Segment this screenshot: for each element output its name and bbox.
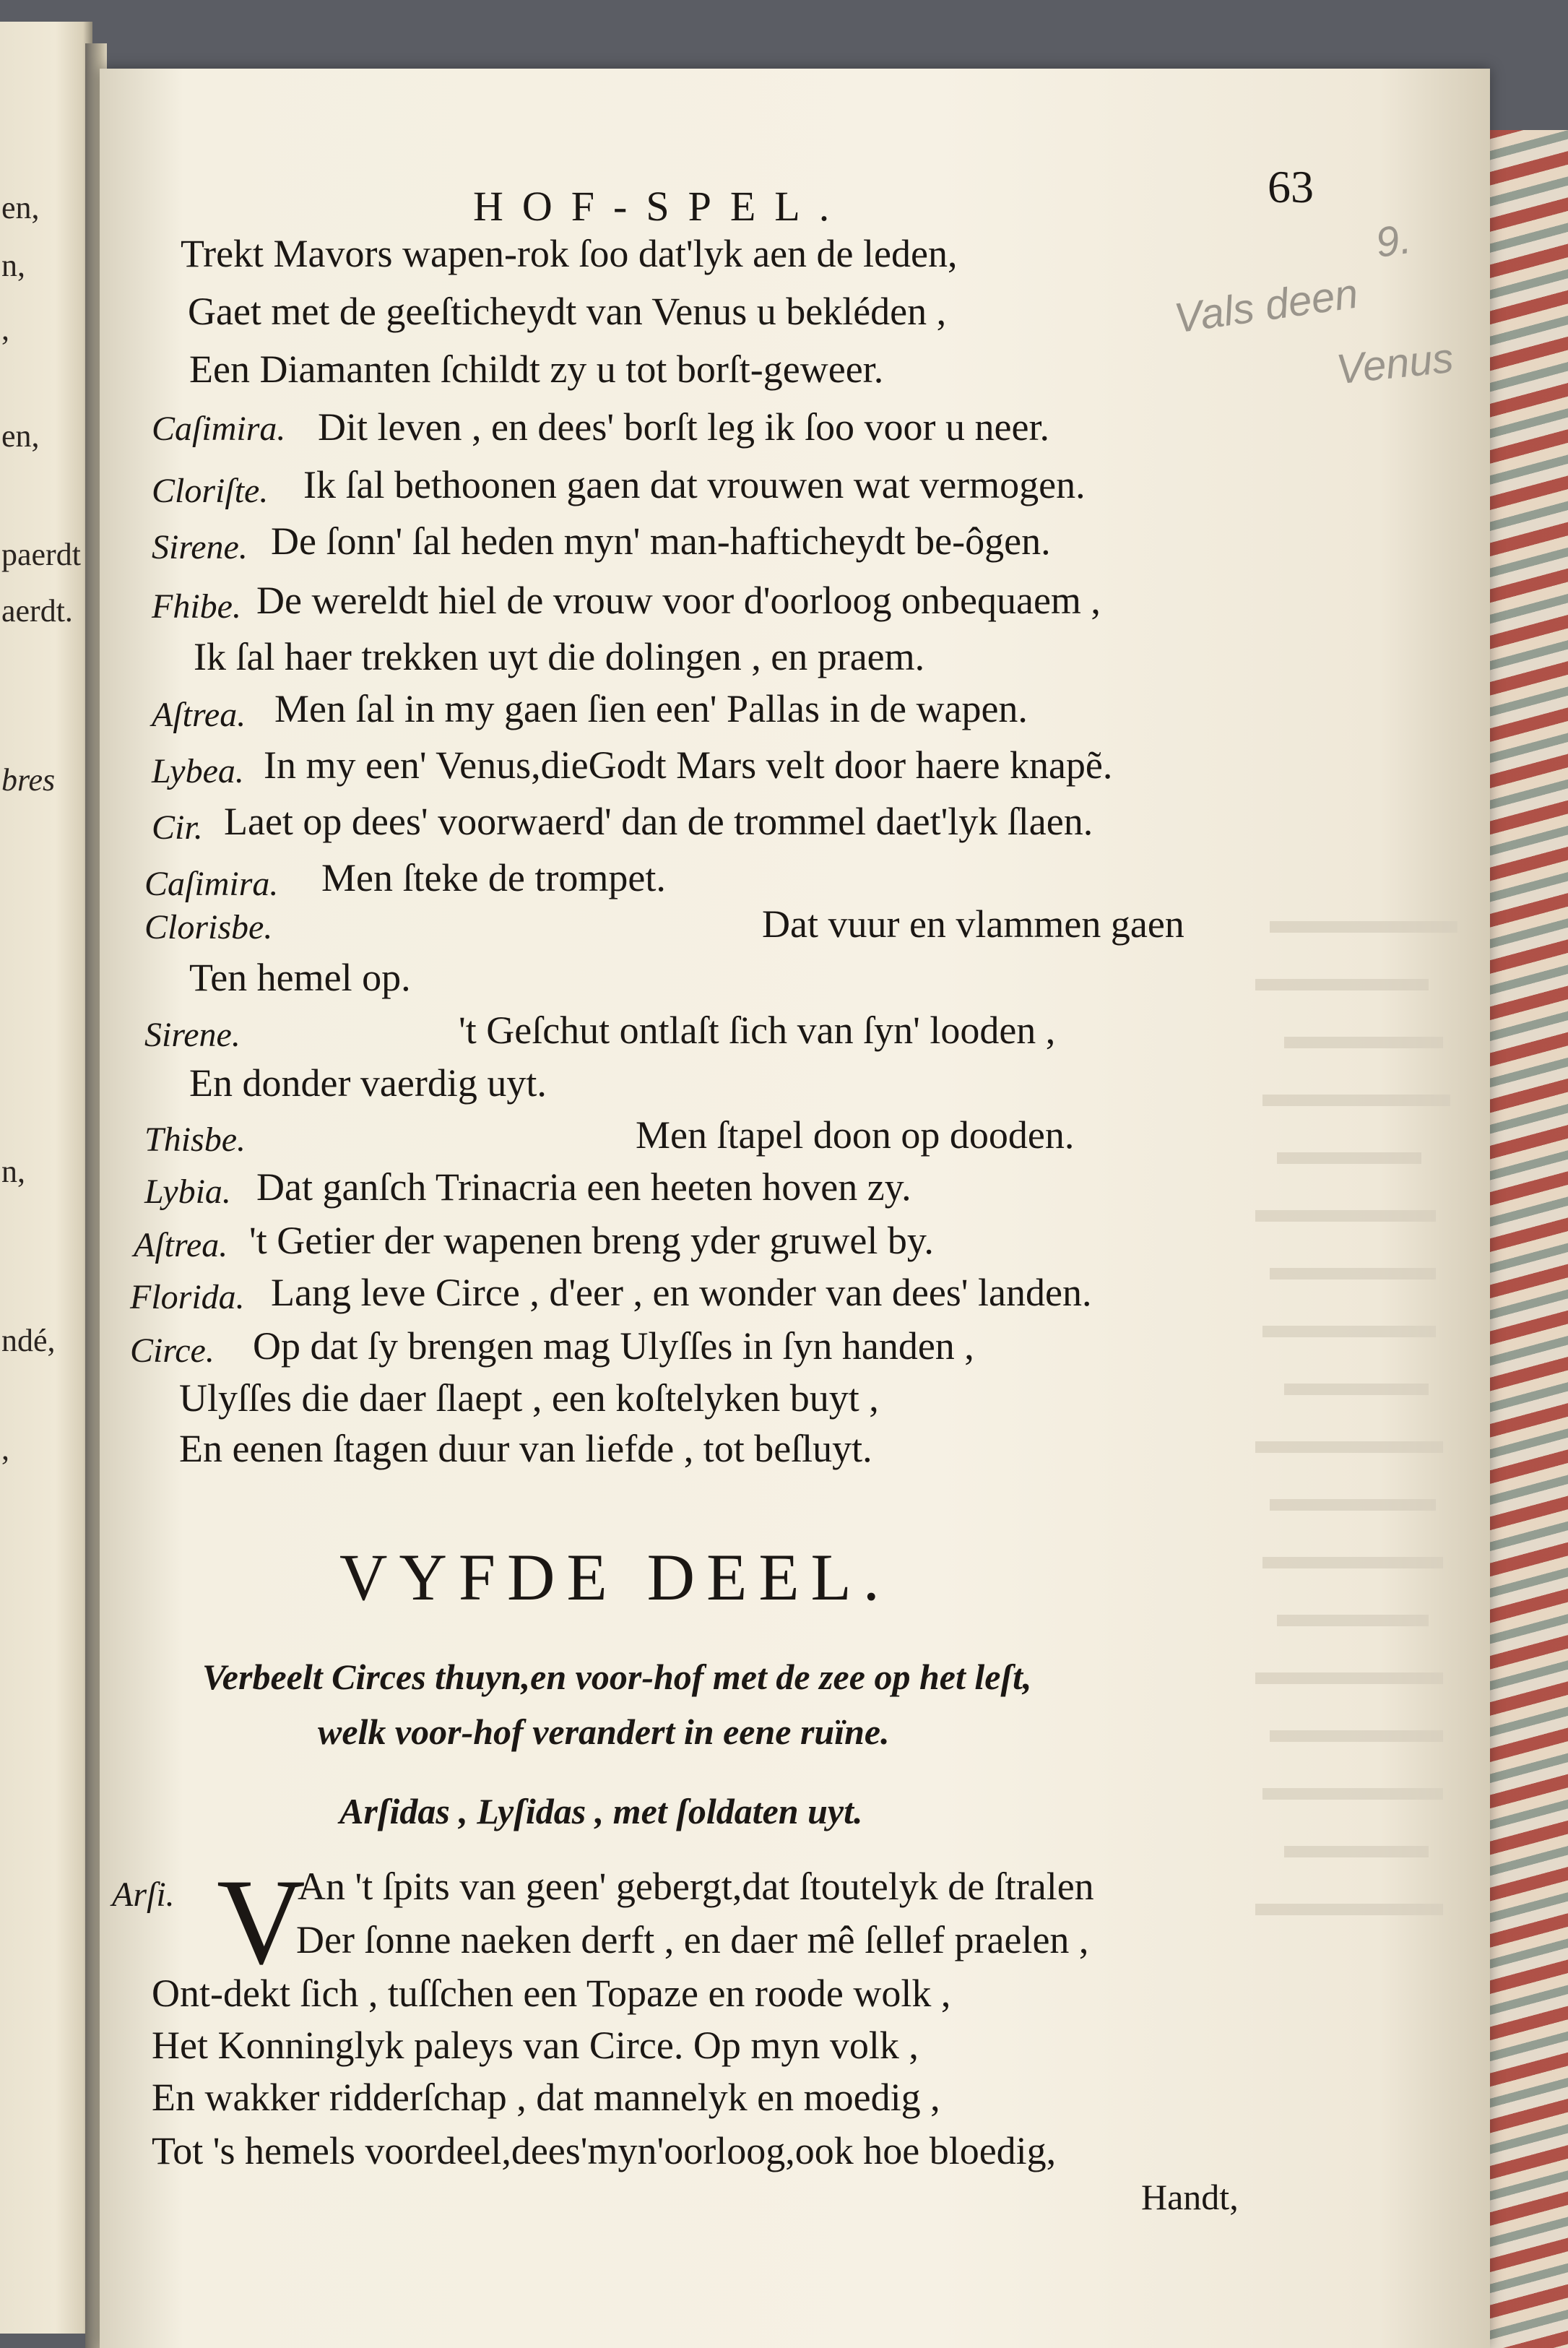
speaker-name: Aſtrea. — [152, 696, 246, 734]
verse-line: Dat ganſch Trinacria een heeten hoven zy. — [256, 1165, 911, 1209]
verse-line: 't Geſchut ontlaſt ſich van ſyn' looden , — [459, 1009, 1056, 1052]
left-page-fragment: paerdt — [1, 537, 81, 572]
left-page-fragment: en, — [1, 418, 40, 454]
verse-line: Der ſonne naeken derft , en daer mê ſellef praelen , — [296, 1918, 1089, 1961]
left-page-fragment: bres — [1, 762, 56, 798]
stage-direction: Arſidas , Lyſidas , met ſoldaten uyt. — [339, 1791, 863, 1831]
verse-line: Het Konninglyk paleys van Circe. Op myn volk , — [152, 2024, 919, 2067]
speaker-name: Circe. — [130, 1331, 215, 1370]
speaker-name: Lybia. — [144, 1173, 231, 1211]
running-head: HOF-SPEL. — [473, 183, 849, 230]
verse-line: Tot 's hemels voordeel,dees'myn'oorloog,ook hoe bloedig, — [152, 2129, 1057, 2172]
speaker-name: Caſimira. — [152, 410, 286, 448]
scene-description: Verbeelt Circes thuyn,en voor-hof met de zee op het leſt, — [202, 1657, 1032, 1697]
left-page-fragment: , — [1, 1431, 9, 1467]
verse-line: Trekt Mavors wapen-rok ſoo dat'lyk aen de leden, — [181, 232, 958, 275]
verse-line: Men ſtapel doon op dooden. — [636, 1113, 1075, 1157]
speaker-name: Lybea. — [152, 752, 244, 790]
verse-line: Men ſal in my gaen ſien een' Pallas in de wapen. — [274, 687, 1028, 730]
page-number: 63 — [1268, 161, 1314, 212]
pencil-annotation: 9. — [1372, 215, 1414, 267]
left-page-fragment: ndé, — [1, 1323, 56, 1358]
verse-line: Ik ſal haer trekken uyt die dolingen , en praem. — [194, 635, 925, 678]
verse-line: En donder vaerdig uyt. — [189, 1061, 547, 1105]
speaker-name: Thisbe. — [144, 1121, 246, 1159]
verse-line: Dat vuur en vlammen gaen — [762, 902, 1184, 946]
pencil-annotation: Vals deen — [1171, 269, 1361, 342]
scene-description: welk voor-hof verandert in eene ruïne. — [318, 1712, 890, 1752]
left-page-fragment: en, — [1, 190, 40, 225]
drop-capital: V — [217, 1854, 306, 1990]
speaker-name: Fhibe. — [152, 587, 241, 626]
verse-line: Men ſteke de trompet. — [321, 856, 666, 899]
show-through-text — [1255, 921, 1472, 2302]
speaker-name: Clorisbe. — [144, 908, 273, 946]
verse-line: Een Diamanten ſchildt zy u tot borſt-geweer. — [189, 348, 884, 391]
verse-line: 't Getier der wapenen breng yder gruwel by. — [249, 1219, 934, 1262]
section-title: VYFDE DEEL. — [339, 1540, 891, 1614]
left-page-fragment: n, — [1, 1154, 25, 1189]
verse-line: Gaet met de geeſticheydt van Venus u bekléden , — [188, 290, 947, 333]
pencil-annotation: Venus — [1334, 334, 1456, 394]
speaker-name: Sirene. — [144, 1016, 241, 1054]
speaker-name: Florida. — [130, 1278, 245, 1316]
verse-line: Laet op dees' voorwaerd' dan de trommel daet'lyk ſlaen. — [224, 800, 1093, 843]
verse-line: Ten hemel op. — [189, 956, 411, 999]
verse-line: De wereldt hiel de vrouw voor d'oorloog onbequaem , — [256, 579, 1101, 622]
verse-line: Ulyſſes die daer ſlaept , een koſtelyken buyt , — [179, 1376, 879, 1420]
speaker-name: Arſi. — [112, 1876, 175, 1914]
catchword: Handt, — [1141, 2177, 1239, 2217]
verse-line: Dit leven , en dees' borſt leg ik ſoo voor u neer. — [318, 405, 1049, 449]
verse-line: En wakker ridderſchap , dat mannelyk en moedig , — [152, 2076, 940, 2119]
left-page-fragment: , — [1, 311, 9, 347]
left-facing-page — [0, 22, 92, 2334]
left-page-fragment: aerdt. — [1, 593, 73, 629]
verse-line: En eenen ſtagen duur van liefde , tot beſluyt. — [179, 1427, 872, 1470]
verse-line: Ont-dekt ſich , tuſſchen een Topaze en roode wolk , — [152, 1972, 951, 2015]
verse-line: In my een' Venus,dieGodt Mars velt door haere knapẽ. — [264, 743, 1113, 787]
verse-line: De ſonn' ſal heden myn' man-hafticheydt be-ôgen. — [271, 519, 1051, 563]
verse-line: An 't ſpits van geen' gebergt,dat ſtoutelyk de ſtralen — [298, 1865, 1094, 1908]
speaker-name: Sirene. — [152, 528, 248, 566]
verse-line: Ik ſal bethoonen gaen dat vrouwen wat vermogen. — [303, 463, 1086, 506]
left-page-fragment: n, — [1, 248, 25, 283]
speaker-name: Cir. — [152, 808, 203, 847]
speaker-name: Caſimira. — [144, 865, 279, 903]
verse-line: Lang leve Circe , d'eer , en wonder van dees' landen. — [271, 1271, 1092, 1314]
speaker-name: Aſtrea. — [134, 1226, 228, 1264]
verse-line: Op dat ſy brengen mag Ulyſſes in ſyn handen , — [253, 1324, 974, 1368]
show-through-decoration — [1255, 921, 1472, 2294]
speaker-name: Cloriſte. — [152, 472, 269, 510]
